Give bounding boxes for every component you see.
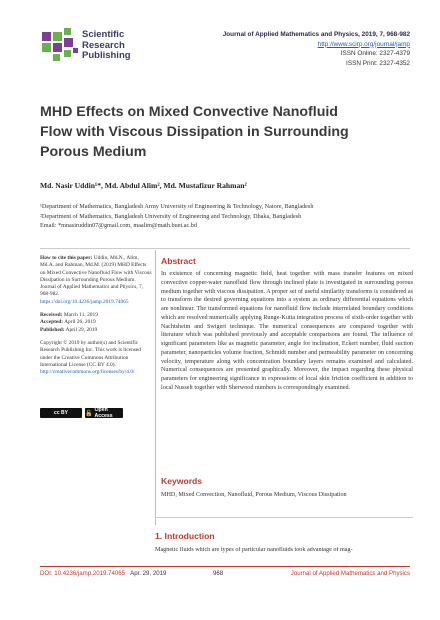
dates-block xyxy=(40,312,152,334)
affiliations xyxy=(40,202,410,231)
header-divider xyxy=(40,248,410,249)
publisher-name-line: Publishing xyxy=(82,50,131,61)
introduction-text: Magnetic fluids which are types of particular nanofluids took advantage of mag- xyxy=(155,547,353,553)
page-number: 968 xyxy=(213,570,224,577)
introduction-heading: 1. Introduction xyxy=(155,531,215,541)
footer-date: Apr. 29, 2019 xyxy=(130,570,167,577)
article-title xyxy=(40,102,410,162)
affiliation-2: ²Department of Mathematics, Bangladesh University of Engineering and Technology, Dhaka, Bangladesh xyxy=(40,212,302,220)
abstract-text: In existence of concerning magnetic field, heat together with mass transfer features on mixed convective copper-water nanofluid flow through inclined plate is investigated in surrounding porous medium together with viscous dissipation. A proper set of useful similarity transforms is considered as to transform the desired governing equations into a system as ordinary differential equations which are nonlinear. The transformed equations for nanofluid flow include interrelated boundary conditions which are resolved numerically applying Runge-Kutta integration process of sixth-order together with Nachtsheim and Swigert technique. The numerical consequences are compared together with literature which was published previously and acceptable comparisons are found. The influence of significant parameters like as magnetic parameter, angle for inclination, Eckert number, fluid suction parameter, nanoparticles volume fraction, Schmidt number and permeability parameter on concerning velocity, temperature along with concentration boundary layers remains examined and calculated. Numerical consequences are presented graphically. Moreover, the impact regarding these physical parameters for engineering significance in expressions of local skin friction coefficient in addition to local Nusselt together with Sherwood numbers is correspondingly examined. xyxy=(161,271,413,391)
affiliation-1: ¹Department of Mathematics, Bangladesh Army University of Engineering & Technology, Natore, Bangladesh xyxy=(40,203,314,210)
issn-online: ISSN Online: 2327-4379 xyxy=(340,50,410,57)
journal-citation: Journal of Applied Mathematics and Physics, 2019, 7, 968-982 xyxy=(222,31,410,38)
column-divider xyxy=(155,250,156,525)
keywords-heading: Keywords xyxy=(161,476,203,486)
article-sidebar xyxy=(40,255,152,382)
open-access-badge[interactable] xyxy=(85,408,123,418)
footer-doi xyxy=(40,570,166,577)
published-label: Published: xyxy=(40,326,65,333)
publisher-name-line: Research xyxy=(82,39,125,51)
abstract-heading: Abstract xyxy=(161,256,196,266)
article-title-line: Flow with Viscous Dissipation in Surrounding xyxy=(40,124,349,140)
cc-badge-label: cc BY xyxy=(54,410,68,416)
received-label: Received: xyxy=(40,312,63,319)
open-access-label: Open Access xyxy=(94,407,113,419)
article-title-line: Porous Medium xyxy=(40,144,147,160)
copyright-block xyxy=(40,340,152,376)
journal-info xyxy=(223,30,410,68)
publisher-name-line: Scientific xyxy=(82,29,125,40)
cite-doi-link[interactable]: https://doi.org/10.4236/jamp.2019.74065 xyxy=(40,298,129,305)
license-link[interactable]: http://creativecommons.org/licenses/by/4.0/ xyxy=(40,369,135,376)
license-badges xyxy=(40,408,123,418)
cc-by-badge[interactable] xyxy=(40,408,82,418)
journal-url-link[interactable]: http://www.scirp.org/journal/jamp xyxy=(317,40,410,48)
citation-block xyxy=(40,255,152,306)
copyright-text: Copyright © 2019 by author(s) and Scientific Research Publishing Inc. This work is licensed under the Creative Commons Attribution International License (CC BY 4.0). xyxy=(40,339,141,368)
received-date: March 11, 2019 xyxy=(63,312,98,319)
keywords-text: MHD, Mixed Convection, Nanofluid, Porous Medium, Viscous Dissipation xyxy=(161,492,347,498)
cite-label: How to cite this paper: xyxy=(40,255,93,261)
publisher-name xyxy=(82,30,131,62)
author-email: Email: *mnasiruddin07@gmail.com, maalim@math.buet.ac.bd xyxy=(40,222,197,229)
cite-text: Uddin, Md.N., Alim, Md.A. and Rahman, Md.M. (2019) MHD Effects on Mixed Convective Nanofluid Flow with Viscous Dissipation in Surrounding Porous Medium. Journal of Applied Mathematics and Physics, 7, 968-982. xyxy=(40,255,152,298)
open-lock-icon: 🔓 xyxy=(85,410,93,417)
article-title-line: MHD Effects on Mixed Convective Nanofluid xyxy=(40,104,338,120)
issn-print: ISSN Print: 2327-4352 xyxy=(346,59,410,67)
publisher-logo-icon xyxy=(40,26,80,66)
published-date: April 29, 2019 xyxy=(65,326,98,333)
footer-journal: Journal of Applied Mathematics and Physics xyxy=(290,570,410,577)
article-authors: Md. Nasir Uddin¹*, Md. Abdul Alim², Md. Mustafizur Rahman² xyxy=(40,181,247,190)
accepted-label: Accepted: xyxy=(40,319,64,326)
footer-divider xyxy=(40,566,410,567)
keywords-divider xyxy=(155,517,413,518)
footer-doi-text[interactable]: DOI: 10.4236/jamp.2019.74065 xyxy=(40,570,126,577)
accepted-date: April 26, 2019 xyxy=(64,319,96,326)
